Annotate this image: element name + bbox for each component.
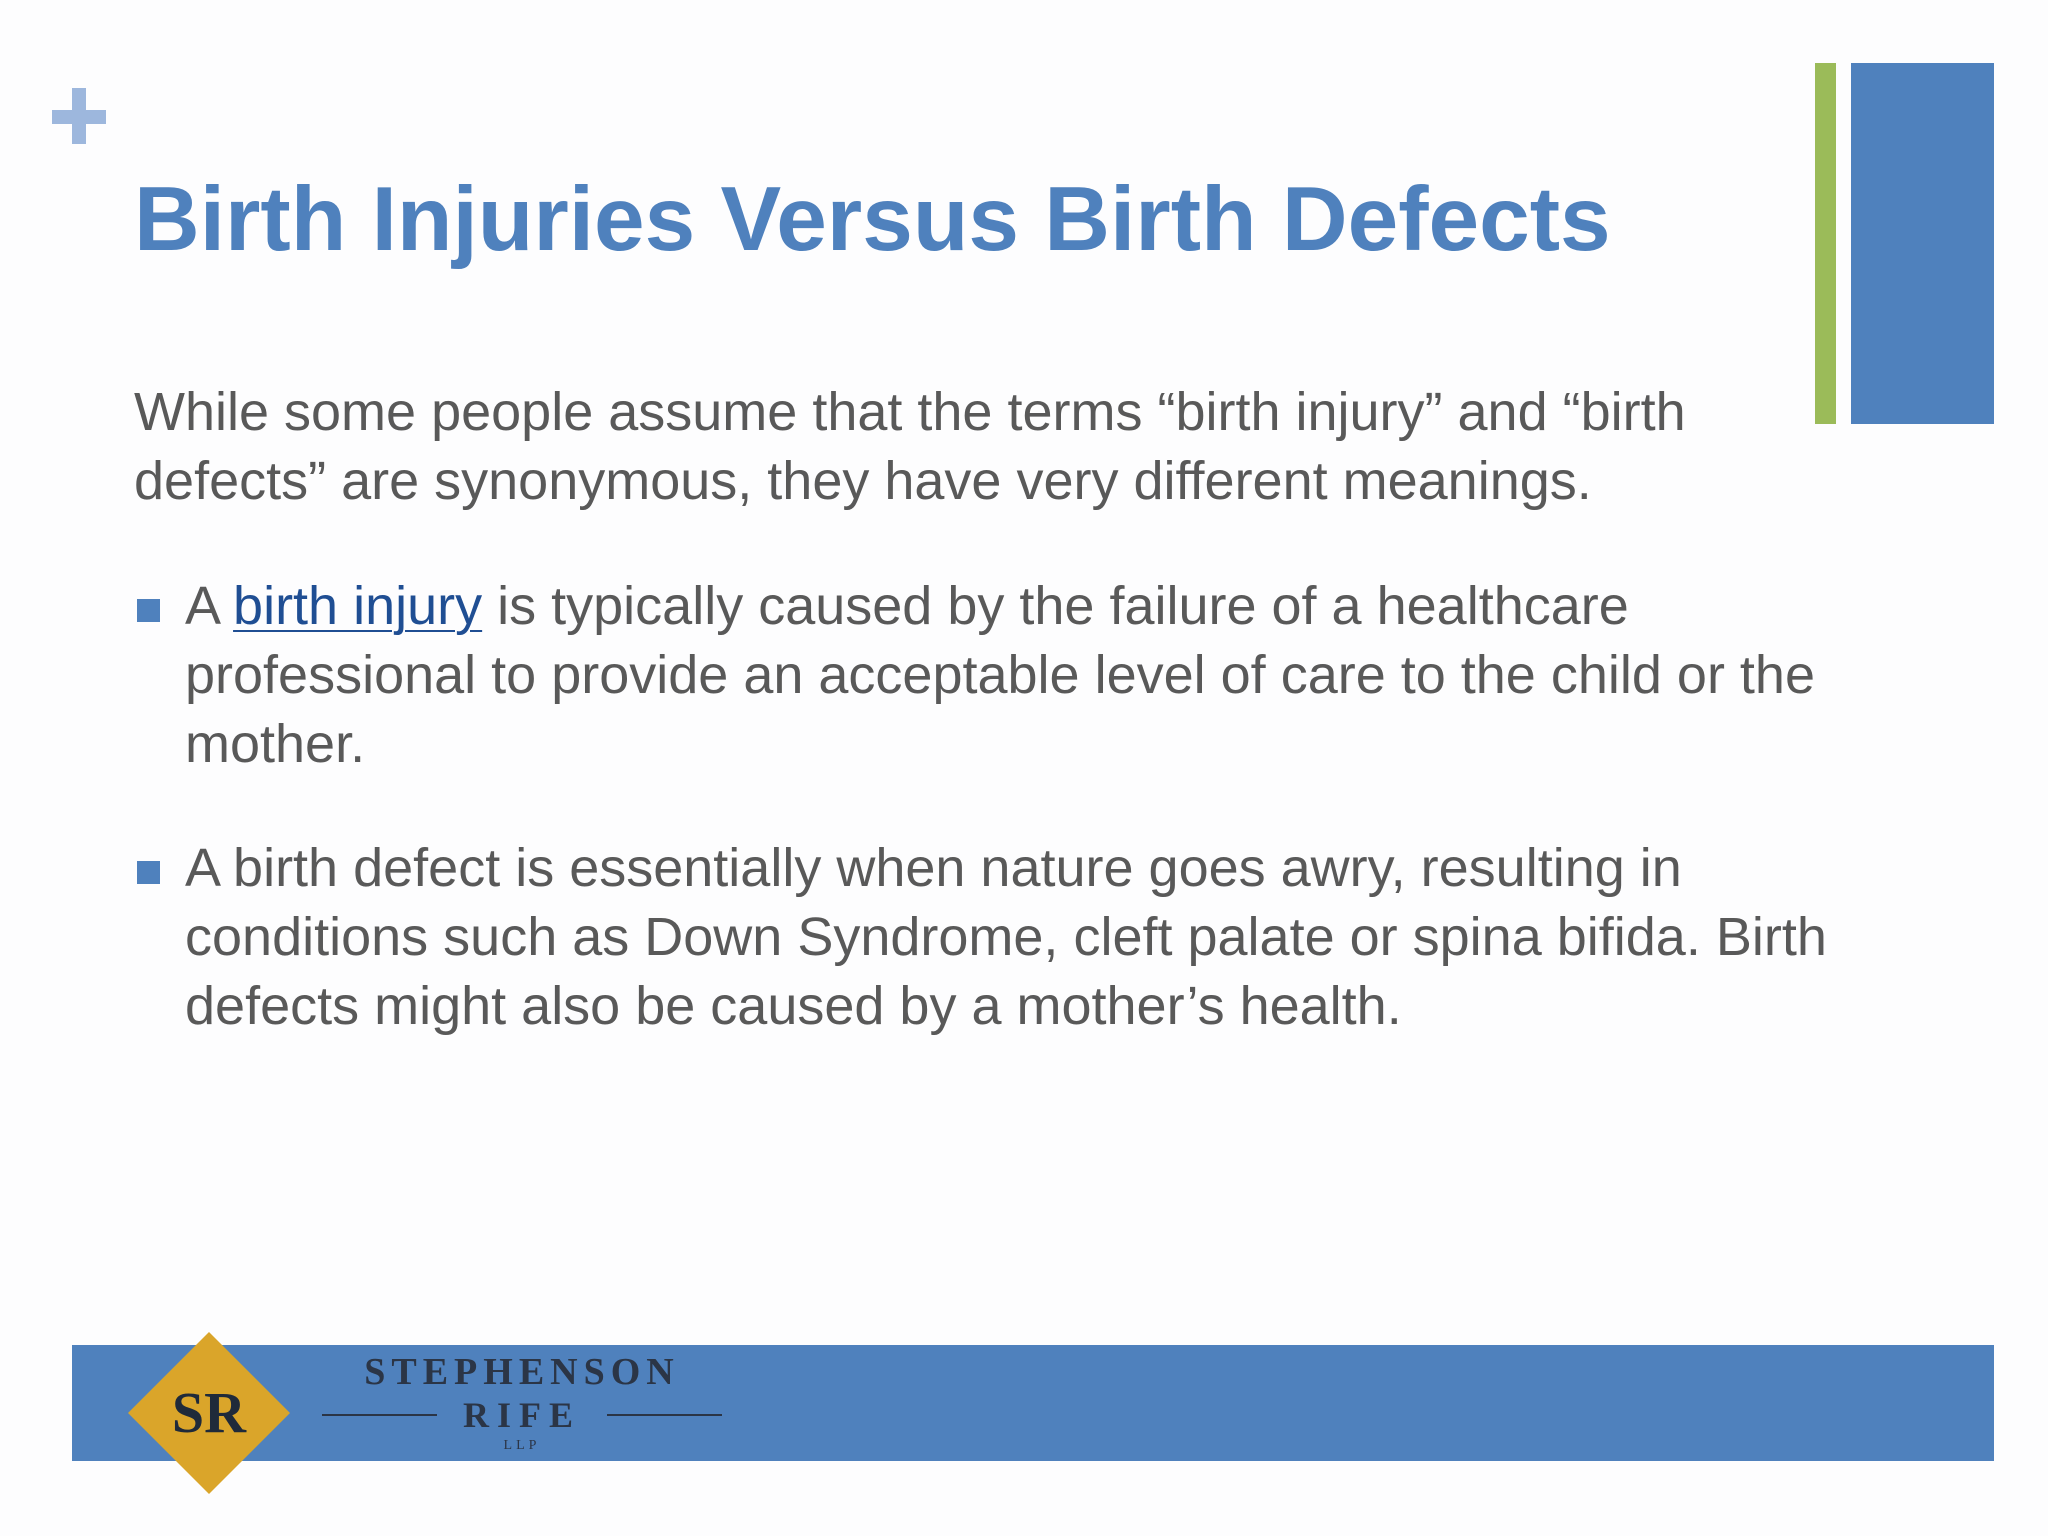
firm-wordmark [322, 1350, 722, 1460]
accent-bar-green [1815, 63, 1836, 424]
birth-injury-link[interactable]: birth injury [233, 576, 483, 636]
bullet-birth-injury [134, 572, 1834, 779]
bullet-text: A birth defect is essentially when nature goes awry, resulting in conditions such as Down Syndrome, cleft palate or spina bifida. Birth defects might also be caused by a mother’s health. [185, 838, 1827, 1036]
divider [607, 1414, 722, 1416]
firm-name-line1: STEPHENSON [364, 1351, 680, 1393]
firm-logo [124, 1328, 294, 1498]
intro-paragraph: While some people assume that the terms “birth injury” and “birth defects” are synonymous, they have very different meanings. [134, 382, 1686, 511]
firm-name-line2: RIFE [462, 1395, 581, 1435]
bullet-prefix: A [185, 576, 234, 636]
bullet-list [134, 572, 1834, 1096]
square-bullet-icon [137, 599, 160, 622]
logo-monogram: SR [171, 1380, 247, 1445]
square-bullet-icon [137, 861, 160, 884]
firm-suffix: LLP [503, 1438, 541, 1453]
firm-name-line2-row [322, 1394, 722, 1434]
accent-bar-blue [1851, 63, 1994, 424]
bullet-suffix: is typically caused by the failure of a healthcare professional to provide an acceptable level of care to the child or the mother. [185, 576, 1815, 774]
slide-title: Birth Injuries Versus Birth Defects [134, 169, 1611, 270]
bullet-birth-defect [134, 834, 1834, 1041]
plus-icon [52, 88, 108, 144]
